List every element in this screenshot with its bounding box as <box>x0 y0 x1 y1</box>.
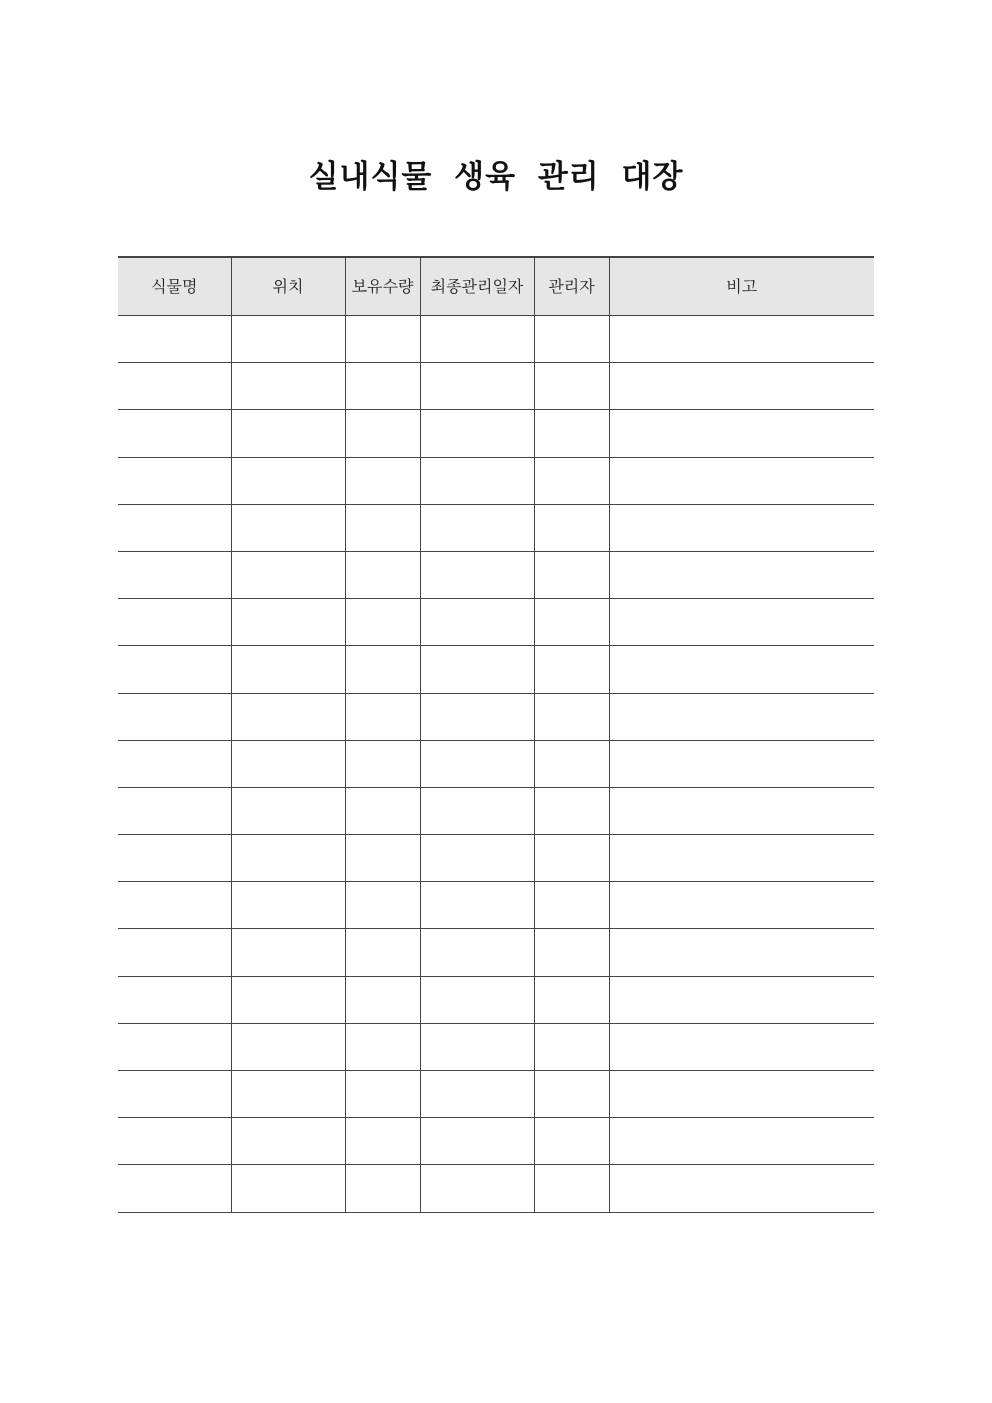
cell-manager[interactable] <box>534 929 609 976</box>
column-header-last-care-date: 최종관리일자 <box>420 257 534 316</box>
cell-plant-name[interactable] <box>118 551 231 598</box>
cell-quantity[interactable] <box>345 551 420 598</box>
cell-quantity[interactable] <box>345 740 420 787</box>
table-row <box>118 787 874 834</box>
cell-manager[interactable] <box>534 693 609 740</box>
cell-plant-name[interactable] <box>118 787 231 834</box>
cell-location[interactable] <box>231 835 345 882</box>
page-title: 실내식물 생육 관리 대장 <box>308 158 684 195</box>
cell-quantity[interactable] <box>345 835 420 882</box>
cell-plant-name[interactable] <box>118 929 231 976</box>
cell-quantity[interactable] <box>345 457 420 504</box>
cell-remarks[interactable] <box>609 599 874 646</box>
cell-remarks[interactable] <box>609 363 874 410</box>
cell-plant-name[interactable] <box>118 363 231 410</box>
column-header-location: 위치 <box>231 257 345 316</box>
cell-plant-name[interactable] <box>118 457 231 504</box>
column-header-plant-name: 식물명 <box>118 257 231 316</box>
cell-location[interactable] <box>231 1165 345 1212</box>
cell-remarks[interactable] <box>609 882 874 929</box>
table-row <box>118 740 874 787</box>
cell-quantity[interactable] <box>345 882 420 929</box>
cell-location[interactable] <box>231 457 345 504</box>
cell-last-care-date[interactable] <box>420 599 534 646</box>
cell-remarks[interactable] <box>609 1165 874 1212</box>
cell-last-care-date[interactable] <box>420 1118 534 1165</box>
table-row <box>118 646 874 693</box>
cell-location[interactable] <box>231 740 345 787</box>
cell-last-care-date[interactable] <box>420 504 534 551</box>
cell-quantity[interactable] <box>345 1118 420 1165</box>
cell-manager[interactable] <box>534 976 609 1023</box>
table-row <box>118 363 874 410</box>
cell-quantity[interactable] <box>345 599 420 646</box>
cell-manager[interactable] <box>534 835 609 882</box>
table-row <box>118 882 874 929</box>
table-row <box>118 457 874 504</box>
cell-manager[interactable] <box>534 457 609 504</box>
cell-manager[interactable] <box>534 363 609 410</box>
cell-location[interactable] <box>231 976 345 1023</box>
cell-remarks[interactable] <box>609 504 874 551</box>
cell-plant-name[interactable] <box>118 835 231 882</box>
column-header-remarks: 비고 <box>609 257 874 316</box>
cell-last-care-date[interactable] <box>420 551 534 598</box>
table-row <box>118 1023 874 1070</box>
cell-remarks[interactable] <box>609 740 874 787</box>
cell-location[interactable] <box>231 599 345 646</box>
table-row <box>118 1165 874 1212</box>
cell-plant-name[interactable] <box>118 1118 231 1165</box>
cell-last-care-date[interactable] <box>420 1165 534 1212</box>
cell-plant-name[interactable] <box>118 504 231 551</box>
cell-location[interactable] <box>231 882 345 929</box>
cell-quantity[interactable] <box>345 646 420 693</box>
cell-plant-name[interactable] <box>118 740 231 787</box>
cell-location[interactable] <box>231 1071 345 1118</box>
table-row <box>118 316 874 363</box>
cell-last-care-date[interactable] <box>420 787 534 834</box>
table-header-row <box>118 257 874 316</box>
cell-plant-name[interactable] <box>118 410 231 457</box>
cell-manager[interactable] <box>534 1118 609 1165</box>
cell-last-care-date[interactable] <box>420 740 534 787</box>
cell-manager[interactable] <box>534 1071 609 1118</box>
cell-quantity[interactable] <box>345 363 420 410</box>
cell-last-care-date[interactable] <box>420 1071 534 1118</box>
cell-manager[interactable] <box>534 551 609 598</box>
cell-manager[interactable] <box>534 504 609 551</box>
column-header-quantity: 보유수량 <box>345 257 420 316</box>
cell-location[interactable] <box>231 551 345 598</box>
cell-location[interactable] <box>231 410 345 457</box>
cell-location[interactable] <box>231 316 345 363</box>
cell-manager[interactable] <box>534 646 609 693</box>
cell-last-care-date[interactable] <box>420 693 534 740</box>
cell-quantity[interactable] <box>345 316 420 363</box>
cell-plant-name[interactable] <box>118 1071 231 1118</box>
table-row <box>118 1118 874 1165</box>
table-row <box>118 929 874 976</box>
table-row <box>118 504 874 551</box>
cell-last-care-date[interactable] <box>420 457 534 504</box>
cell-location[interactable] <box>231 693 345 740</box>
cell-quantity[interactable] <box>345 410 420 457</box>
cell-quantity[interactable] <box>345 929 420 976</box>
cell-location[interactable] <box>231 1023 345 1070</box>
cell-remarks[interactable] <box>609 551 874 598</box>
cell-remarks[interactable] <box>609 410 874 457</box>
cell-plant-name[interactable] <box>118 599 231 646</box>
cell-manager[interactable] <box>534 787 609 834</box>
cell-last-care-date[interactable] <box>420 882 534 929</box>
cell-remarks[interactable] <box>609 976 874 1023</box>
cell-last-care-date[interactable] <box>420 646 534 693</box>
plant-care-ledger-table <box>118 256 874 1213</box>
table-row <box>118 410 874 457</box>
cell-remarks[interactable] <box>609 1023 874 1070</box>
cell-plant-name[interactable] <box>118 646 231 693</box>
cell-quantity[interactable] <box>345 504 420 551</box>
cell-quantity[interactable] <box>345 1165 420 1212</box>
cell-plant-name[interactable] <box>118 693 231 740</box>
cell-location[interactable] <box>231 363 345 410</box>
cell-manager[interactable] <box>534 316 609 363</box>
cell-remarks[interactable] <box>609 457 874 504</box>
cell-location[interactable] <box>231 504 345 551</box>
table-row <box>118 551 874 598</box>
cell-quantity[interactable] <box>345 693 420 740</box>
cell-quantity[interactable] <box>345 787 420 834</box>
cell-last-care-date[interactable] <box>420 976 534 1023</box>
cell-remarks[interactable] <box>609 646 874 693</box>
cell-manager[interactable] <box>534 740 609 787</box>
cell-last-care-date[interactable] <box>420 316 534 363</box>
table-row <box>118 835 874 882</box>
cell-quantity[interactable] <box>345 976 420 1023</box>
cell-manager[interactable] <box>534 1165 609 1212</box>
table-row <box>118 599 874 646</box>
cell-remarks[interactable] <box>609 835 874 882</box>
cell-manager[interactable] <box>534 1023 609 1070</box>
cell-location[interactable] <box>231 929 345 976</box>
table-body <box>118 316 874 1213</box>
cell-plant-name[interactable] <box>118 1165 231 1212</box>
cell-last-care-date[interactable] <box>420 929 534 976</box>
cell-location[interactable] <box>231 646 345 693</box>
cell-last-care-date[interactable] <box>420 410 534 457</box>
cell-remarks[interactable] <box>609 1071 874 1118</box>
cell-plant-name[interactable] <box>118 882 231 929</box>
cell-location[interactable] <box>231 1118 345 1165</box>
cell-plant-name[interactable] <box>118 316 231 363</box>
cell-last-care-date[interactable] <box>420 835 534 882</box>
table-row <box>118 1071 874 1118</box>
column-header-manager: 관리자 <box>534 257 609 316</box>
cell-quantity[interactable] <box>345 1071 420 1118</box>
cell-remarks[interactable] <box>609 693 874 740</box>
cell-last-care-date[interactable] <box>420 363 534 410</box>
cell-remarks[interactable] <box>609 1118 874 1165</box>
cell-remarks[interactable] <box>609 929 874 976</box>
cell-manager[interactable] <box>534 410 609 457</box>
cell-last-care-date[interactable] <box>420 1023 534 1070</box>
cell-location[interactable] <box>231 787 345 834</box>
cell-remarks[interactable] <box>609 787 874 834</box>
cell-quantity[interactable] <box>345 1023 420 1070</box>
cell-plant-name[interactable] <box>118 1023 231 1070</box>
cell-manager[interactable] <box>534 599 609 646</box>
cell-plant-name[interactable] <box>118 976 231 1023</box>
cell-manager[interactable] <box>534 882 609 929</box>
cell-remarks[interactable] <box>609 316 874 363</box>
table-row <box>118 976 874 1023</box>
table-row <box>118 693 874 740</box>
